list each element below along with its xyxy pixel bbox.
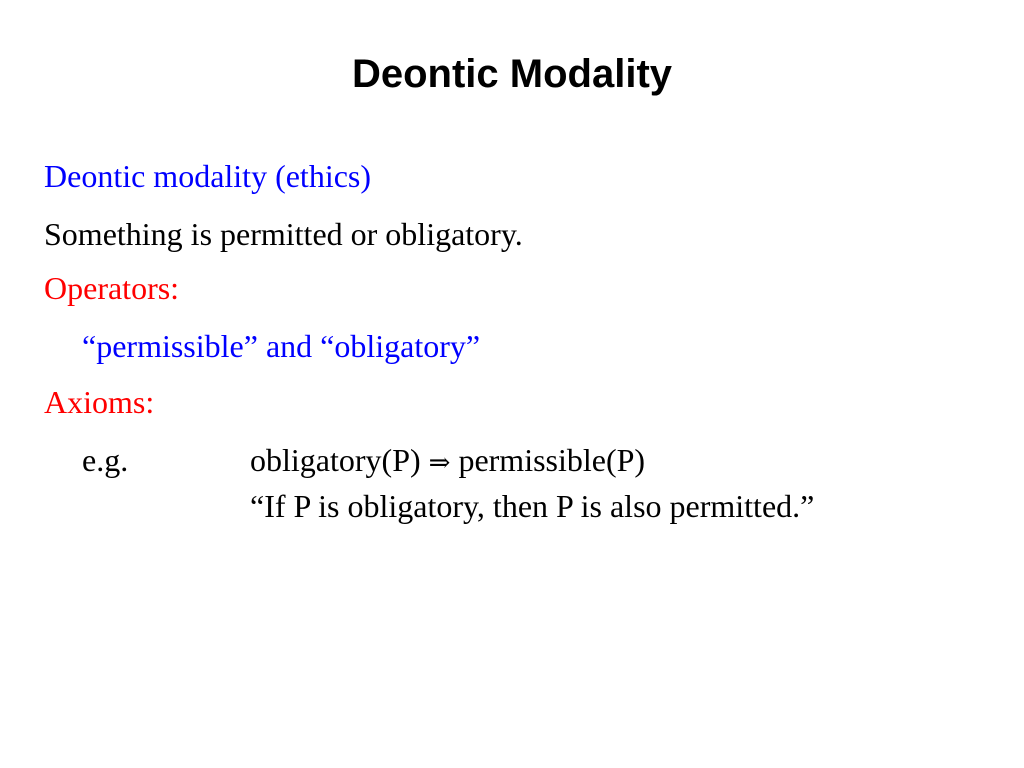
example-label: e.g. [82, 442, 129, 478]
operators-label: Operators: [44, 270, 180, 306]
definition-text: Something is permitted or obligatory. [44, 216, 523, 252]
slide-title: Deontic Modality [351, 52, 673, 96]
operators-text: “permissible” and “obligatory” [82, 328, 481, 364]
axiom-formula [250, 440, 645, 483]
section-heading: Deontic modality (ethics) [44, 158, 372, 194]
axiom-gloss: “If P is obligatory, then P is also permitted.” [250, 488, 815, 524]
axiom-right: permissible(P) [458, 442, 646, 478]
axioms-label: Axioms: [44, 384, 155, 420]
axiom-left: obligatory(P) [250, 442, 421, 478]
implies-arrow-icon: ⇒ [428, 448, 451, 478]
